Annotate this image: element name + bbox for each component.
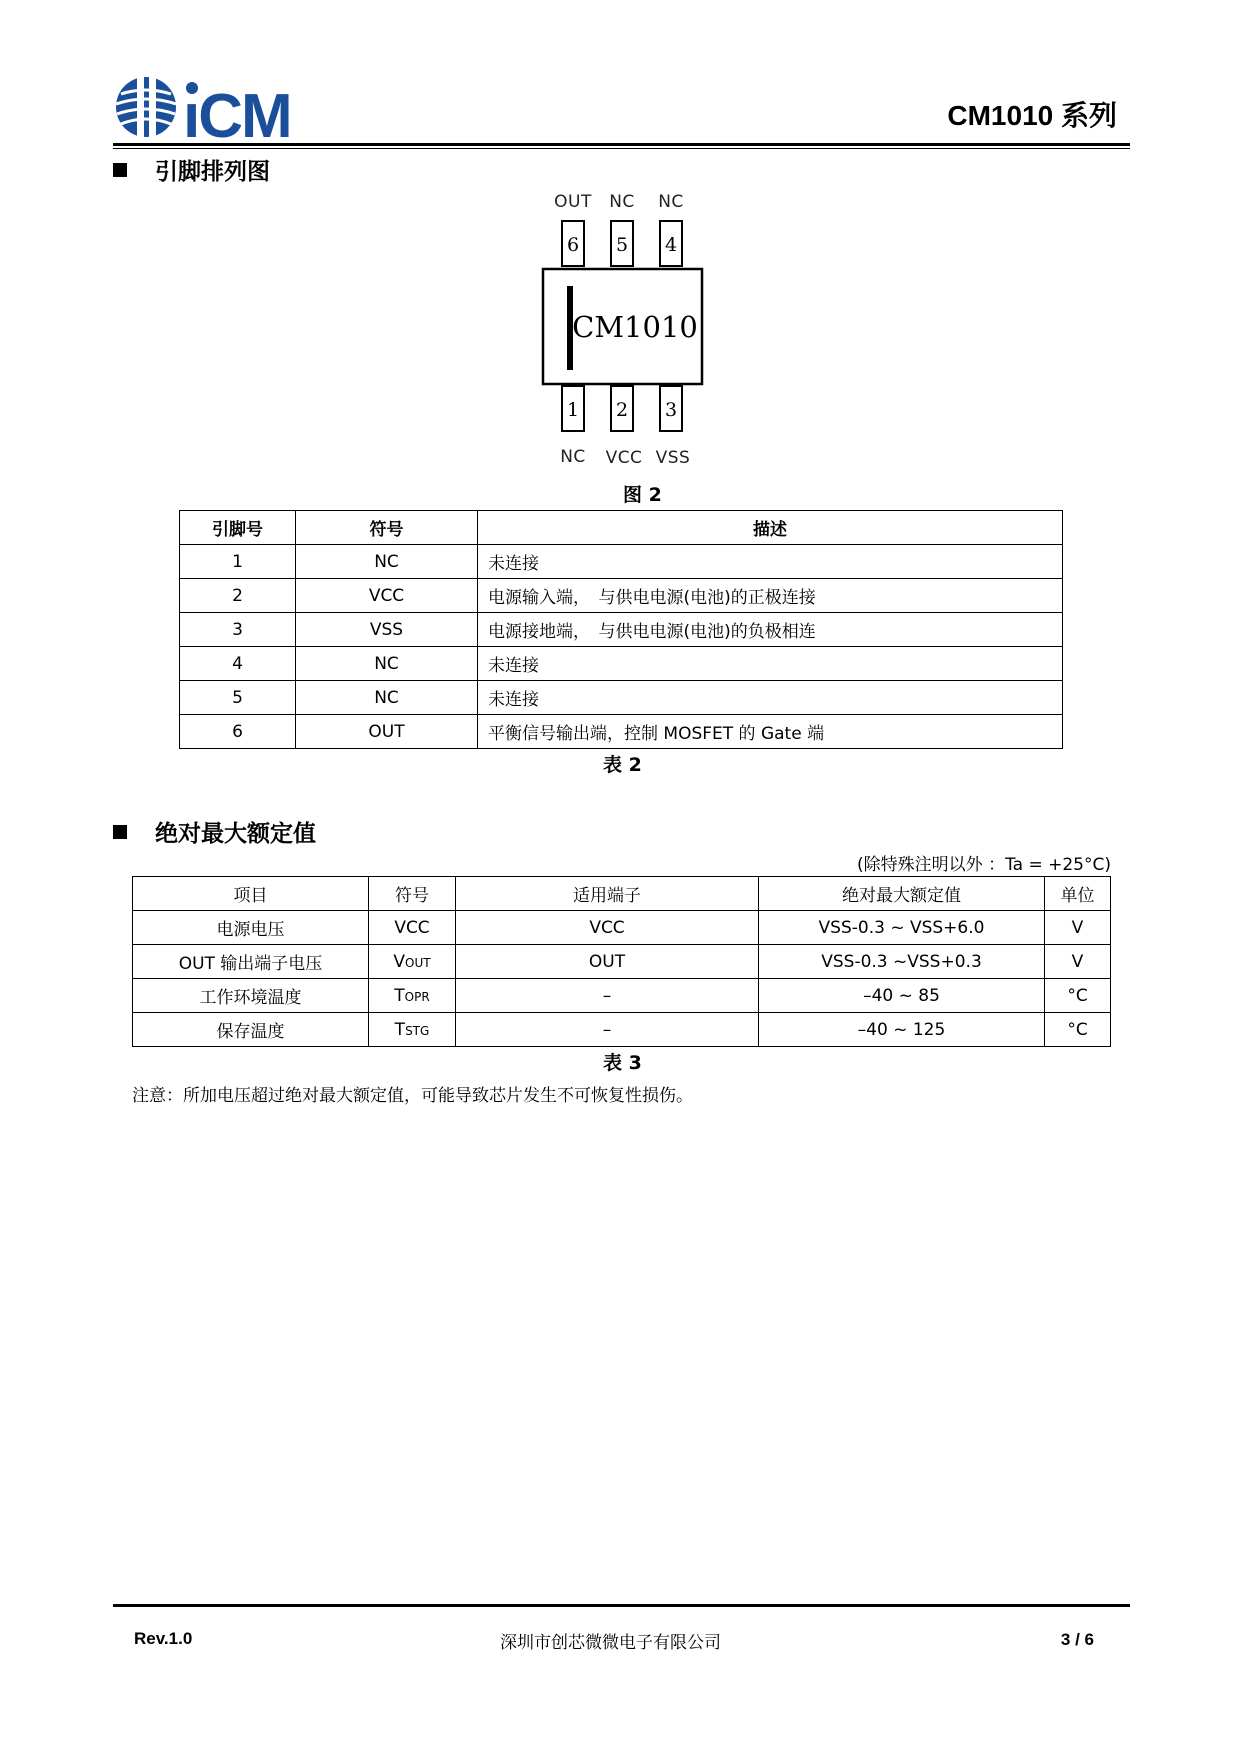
logo-globe-icon <box>116 76 176 138</box>
footer-rule <box>113 1604 1130 1607</box>
pin-symbol-cell: NC <box>296 681 478 715</box>
table-row <box>180 545 1063 579</box>
pinout-diagram <box>540 185 710 470</box>
pin-description-cell: 未连接 <box>478 545 1063 579</box>
table-caption: 表 3 <box>603 1052 642 1074</box>
pin-number-cell: 1 <box>180 545 296 579</box>
pin-label-top: NC <box>658 192 684 212</box>
pin-number: 3 <box>664 399 678 421</box>
item-cell: 电源电压 <box>133 911 369 945</box>
symbol-main: T <box>394 1019 406 1040</box>
pin-label-bottom: NC <box>560 447 586 467</box>
table-row <box>133 911 1111 945</box>
pin-description-table <box>179 510 1063 749</box>
pin-description-cell: 未连接 <box>478 647 1063 681</box>
warning-note: 注意：所加电压超过绝对最大额定值，可能导致芯片发生不可恢复性损伤。 <box>132 1086 693 1106</box>
symbol-main: VCC <box>394 917 430 938</box>
table-row <box>133 979 1111 1013</box>
table-row <box>180 647 1063 681</box>
pin-number-cell: 3 <box>180 613 296 647</box>
pin-label-bottom: VCC <box>605 448 643 468</box>
square-bullet-icon <box>113 163 127 177</box>
column-header: 项目 <box>133 877 369 911</box>
pin-description-cell: 电源接地端， 与供电电源(电池)的负极相连 <box>478 613 1063 647</box>
table-header-row <box>133 877 1111 911</box>
section-title: 引脚排列图 <box>155 159 270 185</box>
symbol-cell <box>369 979 456 1013</box>
condition-note: (除特殊注明以外 ：Ta = +25°C) <box>857 855 1111 875</box>
table-row <box>133 1013 1111 1047</box>
absolute-max-table <box>132 876 1111 1047</box>
table-header-row <box>180 511 1063 545</box>
symbol-main: T <box>394 985 405 1006</box>
pin-symbol-cell: OUT <box>296 715 478 749</box>
pin-number: 5 <box>615 234 629 256</box>
pin-symbol-cell: VSS <box>296 613 478 647</box>
symbol-main: V <box>393 951 406 972</box>
header-rule <box>113 143 1130 146</box>
column-header: 描述 <box>478 511 1063 545</box>
symbol-cell <box>369 911 456 945</box>
unit-cell: V <box>1045 945 1111 979</box>
footer-revision: Rev.1.0 <box>134 1629 193 1648</box>
pin-label-top: NC <box>609 192 635 212</box>
terminal-cell: – <box>456 979 759 1013</box>
chip-name: CM1010 <box>572 310 698 344</box>
pin-description-cell: 未连接 <box>478 681 1063 715</box>
column-header: 符号 <box>296 511 478 545</box>
pin-number: 4 <box>664 234 678 256</box>
pin-number-cell: 6 <box>180 715 296 749</box>
terminal-cell: VCC <box>456 911 759 945</box>
document-title: CM1010 系列 <box>947 100 1117 131</box>
symbol-subscript: OUT <box>405 955 431 970</box>
unit-cell: °C <box>1045 979 1111 1013</box>
table-row <box>180 613 1063 647</box>
symbol-subscript: STG <box>405 1023 430 1038</box>
column-header: 单位 <box>1045 877 1111 911</box>
terminal-cell: OUT <box>456 945 759 979</box>
pin-number: 2 <box>615 399 629 421</box>
column-header: 引脚号 <box>180 511 296 545</box>
pin-label-top: OUT <box>554 192 592 212</box>
column-header: 适用端子 <box>456 877 759 911</box>
symbol-cell <box>369 945 456 979</box>
rating-cell: –40 ~ 125 <box>759 1013 1045 1047</box>
column-header: 绝对最大额定值 <box>759 877 1045 911</box>
pin-number: 1 <box>566 399 580 421</box>
pin-number: 6 <box>566 234 580 256</box>
pin-symbol-cell: VCC <box>296 579 478 613</box>
company-logo <box>113 72 328 142</box>
rating-cell: VSS-0.3 ~ VSS+6.0 <box>759 911 1045 945</box>
pin-number-cell: 4 <box>180 647 296 681</box>
table-row <box>180 681 1063 715</box>
footer-page-number: 3 / 6 <box>1060 1630 1094 1649</box>
table-caption: 表 2 <box>603 754 642 776</box>
column-header: 符号 <box>369 877 456 911</box>
pin-symbol-cell: NC <box>296 545 478 579</box>
header-rule-thin <box>113 148 1130 149</box>
logo-text: ıCM <box>183 82 291 142</box>
unit-cell: °C <box>1045 1013 1111 1047</box>
pin-label-bottom: VSS <box>655 448 691 468</box>
item-cell: OUT 输出端子电压 <box>133 945 369 979</box>
footer-company: 深圳市创芯微微电子有限公司 <box>500 1633 721 1653</box>
pin-number-cell: 5 <box>180 681 296 715</box>
section-title: 绝对最大额定值 <box>155 821 316 847</box>
table-row <box>180 715 1063 749</box>
pin-description-cell: 电源输入端， 与供电电源(电池)的正极连接 <box>478 579 1063 613</box>
item-cell: 工作环境温度 <box>133 979 369 1013</box>
item-cell: 保存温度 <box>133 1013 369 1047</box>
section-heading-pinout <box>113 153 270 186</box>
rating-cell: VSS-0.3 ~VSS+0.3 <box>759 945 1045 979</box>
symbol-cell <box>369 1013 456 1047</box>
unit-cell: V <box>1045 911 1111 945</box>
table-row <box>180 579 1063 613</box>
table-row <box>133 945 1111 979</box>
figure-caption: 图 2 <box>623 484 662 506</box>
pin-description-cell: 平衡信号输出端，控制 MOSFET 的 Gate 端 <box>478 715 1063 749</box>
rating-cell: –40 ~ 85 <box>759 979 1045 1013</box>
symbol-subscript: OPR <box>404 989 430 1004</box>
pin-symbol-cell: NC <box>296 647 478 681</box>
section-heading-absolute-max <box>113 815 316 848</box>
terminal-cell: – <box>456 1013 759 1047</box>
square-bullet-icon <box>113 825 127 839</box>
pin-number-cell: 2 <box>180 579 296 613</box>
